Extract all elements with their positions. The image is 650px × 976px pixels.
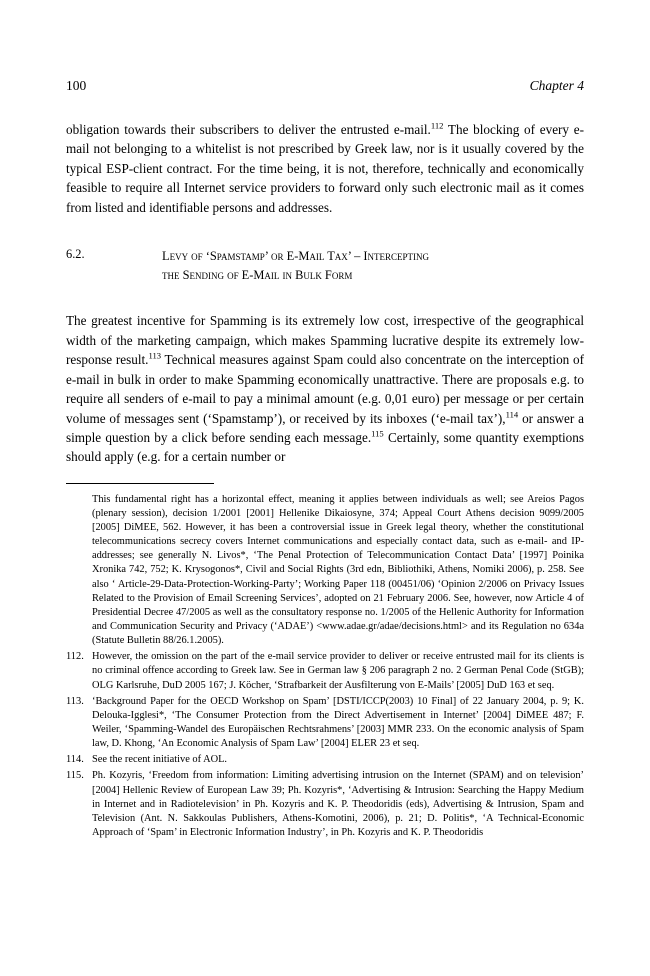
footnote-separator-rule — [66, 483, 214, 484]
footnote-marker: 115. — [66, 770, 84, 782]
body-paragraph-2 — [66, 311, 584, 466]
footnote-114 — [66, 753, 584, 767]
section-title-line-2: the Sending of E-Mail in Bulk Form — [162, 268, 353, 283]
footnote-113 — [66, 695, 584, 752]
section-title — [162, 247, 584, 285]
footnote-text: ‘Background Paper for the OECD Workshop on Spam’ [DSTI/ICCP(2003) 10 Final] of 22 January 2004, p. 9; K. Delouka-Igglesi*, ‘The Consumer Protection from the Direct Advertisement in Internet’ [2004] DiMEE 487; F. Weiler, ‘Spamming-Wandel des Europäischen Rechtsrahmens’ [2003] MMR 233. On the economic analysis of Spam law, D. Khong, ‘An Economic Analysis of Spam Law’ [2004] ELER 23 et seq. — [92, 695, 584, 750]
section-title-line-1: Levy of ‘Spamstamp’ or E-Mail Tax’ – Intercepting — [162, 249, 430, 264]
footnote-area — [66, 493, 584, 840]
paragraph-1-text-b: The blocking of every e-mail not belonging to a whitelist is not prescribed by Greek law, nor is it usually covered by the typical ESP-client contract. For the time being, it is not, therefore, technically and economically feasible to require all Internet service providers to forward only such electronic mail as it comes from listed and identifiable persons and addresses. — [66, 122, 585, 215]
footnote-text: See the recent initiative of AOL. — [92, 754, 228, 766]
footnote-112 — [66, 650, 584, 692]
footnote-ref-114: 114 — [505, 409, 519, 420]
footnote-marker: 112. — [66, 651, 84, 663]
paragraph-2-text-a: The greatest incentive for Spamming is its extremely low cost, irrespective of the geographical width of the marketing campaign, which makes Spamming lucrative despite its extremely low-response result. — [66, 313, 584, 368]
body-paragraph-1 — [66, 120, 584, 217]
paragraph-2-text-b: Technical measures against Spam could also concentrate on the interception of e-mail in bulk in order to make Spamming economically unattractive. There are proposals e.g. to require all senders of e-mail to pay a minimal amount (e.g. 0,01 euro) per message or per certain volume of messages sent (‘Spamstamp’), or received by its inboxes (‘e-mail tax’), — [66, 352, 584, 426]
page-number: 100 — [66, 78, 87, 93]
footnote-ref-112: 112 — [430, 120, 444, 131]
footnote-marker: 113. — [66, 695, 84, 707]
footnote-ref-115: 115 — [371, 428, 384, 439]
footnote-text: However, the omission on the part of the e-mail service provider to deliver or receive entrusted mail for its clients is no criminal offence according to Greek law. See in German law § 206 paragraph 2 no. 2 German Penal Code (StGB); OLG Karlsruhe, DuD 2005 167; J. Köcher, ‘Strafbarkeit der Ausfilterung von E-Mails’ [2005] DuD 163 et seq. — [92, 651, 584, 691]
chapter-label: Chapter 4 — [529, 78, 584, 93]
footnote-115 — [66, 769, 584, 840]
running-head — [66, 78, 584, 94]
section-number: 6.2. — [66, 247, 85, 262]
paragraph-2-text-d: Certainly, some quantity exemptions should apply (e.g. for a certain number or — [66, 429, 584, 465]
footnote-marker — [66, 493, 92, 649]
section-heading — [66, 247, 584, 285]
footnote-marker: 114. — [66, 754, 84, 766]
footnote-text: This fundamental right has a horizontal effect, meaning it applies between individuals as well; see Areios Pagos (plenary session), decision 1/2001 [2001] Hellenike Dikaiosyne, 374; Appeal Court Athens decision 9099/2005 [2005] DiMEE, 562. However, it has been a controversial issue in Greek legal theory, whether the constitutional telecommunications secrecy covers Internet communications and especially contact data, such as e-mail- and IP-addresses; see generally N. Livos*, ‘The Penal Protection of Telecommunication Contact Data’ [1997] Poinika Xronika 742, 752; K. Krysogonos*, Civil and Social Rights (3rd edn, Bibliothiki, Athens, Nomiki 2006), p. 258. See also ‘ Article-29-Data-Protection-Working-Party’; Working Paper 118 (00451/06) ‘Opinion 2/2006 on Privacy Issues Related to the Provision of Email Screening Services’, adopted on 21 February 2006. See, however, now Article 4 of Presidential Decree 47/2005 as well as the consultatory response no. 1/2005 of the Hellenic Authority for Information and Communication Security and Privacy (‘ADAE’) <www.adae.gr/adae/decisions.html> and its Regulation no 634a (Statute Bulletin 88/26.1.2005). — [92, 493, 584, 647]
footnote-text: Ph. Kozyris, ‘Freedom from information: Limiting advertising intrusion on the Internet (SPAM) and on television’ [2004] Hellenic Review of European Law 39; Ph. Kozyris*, ‘Advertising & Intrusion: Searching the Happy Medium in Internet and in Radiotelevision’ in Ph. Kozyris and K. P. Theodoridis (eds), Advertising & Intrusion, Spam and Television (Ant. N. Sakkoulas Publishers, Athens-Komotini, 2006), p. 21; D. Politis*, ‘A Technical-Economic Approach of ‘Spam’ in Electronic Information Industry’, in Ph. Kozyris and K. P. Theodoridis — [92, 770, 584, 838]
paragraph-2-text-c: or answer a simple question by a click before sending each message. — [66, 410, 585, 445]
paragraph-1-text-a: obligation towards their subscribers to deliver the entrusted e-mail. — [66, 122, 431, 137]
footnote-continuation — [66, 493, 584, 649]
footnote-ref-113: 113 — [148, 350, 162, 361]
